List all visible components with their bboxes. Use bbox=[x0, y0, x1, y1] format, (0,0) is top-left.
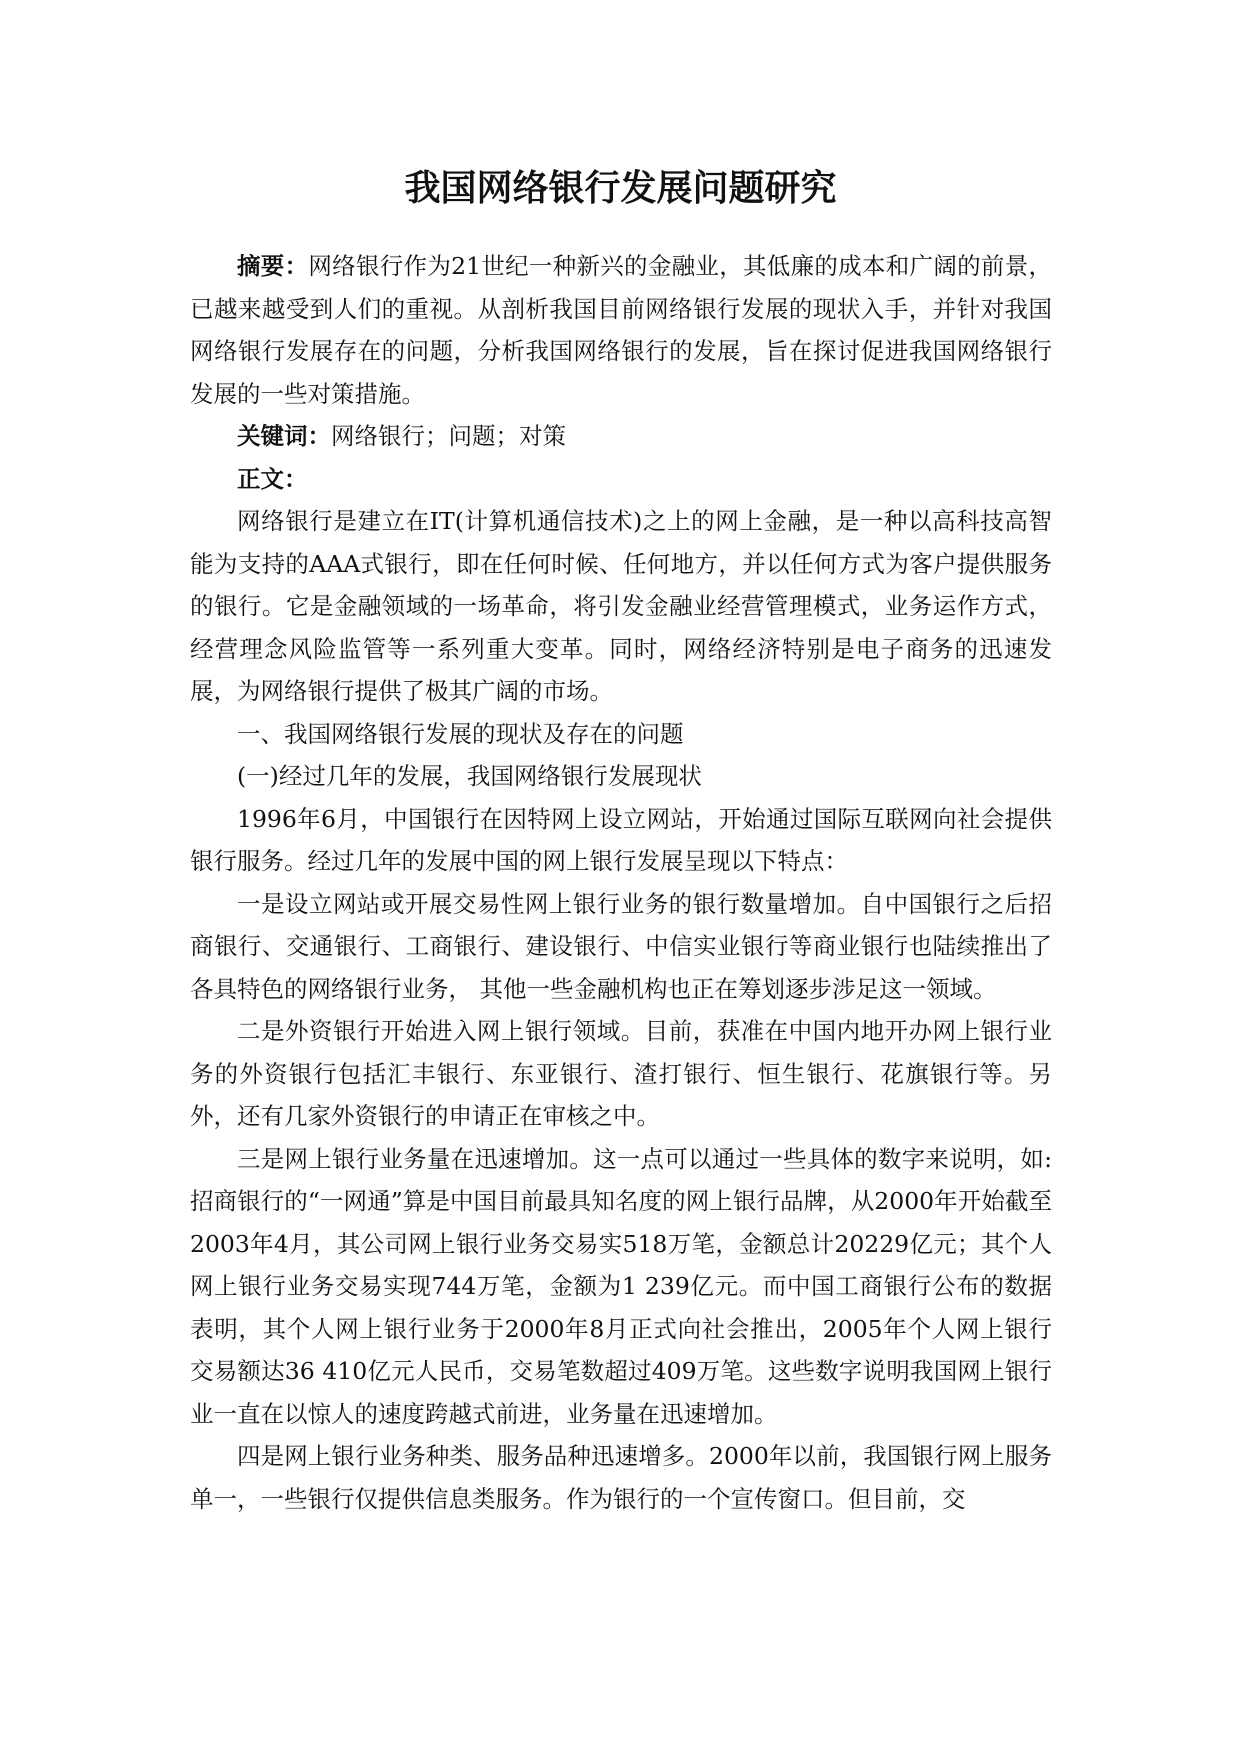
section-heading-1: 一、我国网络银行发展的现状及存在的问题 bbox=[237, 719, 684, 748]
body-paragraph-point-4: 四是网上银行业务种类、服务品种迅速增多。2000年以前，我国银行网上服务单一，一些银行仅提供信息类服务。作为银行的一个宣传窗口。但目前，交 bbox=[190, 1442, 1052, 1513]
body-paragraph-history: 1996年6月，中国银行在因特网上设立网站，开始通过国际互联网向社会提供银行服务。经过几年的发展中国的网上银行发展呈现以下特点： bbox=[190, 804, 1052, 875]
keywords-paragraph bbox=[190, 415, 1052, 458]
abstract-text: 网络银行作为21世纪一种新兴的金融业，其低廉的成本和广阔的前景，已越来越受到人们的重视。从剖析我国目前网络银行发展的现状入手，并针对我国网络银行发展存在的问题，分析我国网络银行的发展，旨在探讨促进我国网络银行发展的一些对策措施。 bbox=[190, 252, 1052, 408]
body-paragraph-point-1: 一是设立网站或开展交易性网上银行业务的银行数量增加。自中国银行之后招商银行、交通银行、工商银行、建设银行、中信实业银行等商业银行也陆续推出了各具特色的网络银行业务， 其他一些金融机构也正在筹划逐步涉足这一领域。 bbox=[190, 889, 1052, 1003]
keywords-text: 网络银行；问题；对策 bbox=[331, 422, 566, 450]
main-text-label: 正文： bbox=[237, 464, 308, 493]
abstract-label: 摘要： bbox=[237, 252, 309, 280]
abstract-paragraph bbox=[190, 245, 1052, 415]
document-body bbox=[190, 245, 1052, 1520]
subsection-heading-1: (一)经过几年的发展，我国网络银行发展现状 bbox=[237, 762, 702, 790]
body-paragraph-intro: 网络银行是建立在IT(计算机通信技术)之上的网上金融，是一种以高科技高智能为支持的AAA式银行，即在任何时候、任何地方，并以任何方式为客户提供服务的银行。它是金融领域的一场革命，将引发金融业经营管理模式，业务运作方式，经营理念风险监管等一系列重大变革。同时，网络经济特别是电子商务的迅速发展，为网络银行提供了极其广阔的市场。 bbox=[190, 507, 1052, 705]
body-paragraph-point-3: 三是网上银行业务量在迅速增加。这一点可以通过一些具体的数字来说明，如:招商银行的“一网通”算是中国目前最具知名度的网上银行品牌，从2000年开始截至2003年4月，其公司网上银行业务交易实518万笔，金额总计20229亿元；其个人网上银行业务交易实现744万笔，金额为1 239亿元。而中国工商银行公布的数据表明，其个人网上银行业务于2000年8月正式向社会推出，2005年个人网上银行交易额达36 410亿元人民币，交易笔数超过409万笔。这些数字说明我国网上银行业一直在以惊人的速度跨越式前进，业务量在迅速增加。 bbox=[190, 1144, 1052, 1428]
document-title: 我国网络银行发展问题研究 bbox=[404, 167, 837, 209]
keywords-label: 关键词： bbox=[237, 422, 331, 450]
body-paragraph-point-2: 二是外资银行开始进入网上银行领域。目前，获准在中国内地开办网上银行业务的外资银行包括汇丰银行、东亚银行、渣打银行、恒生银行、花旗银行等。另外，还有几家外资银行的申请正在审核之中。 bbox=[190, 1017, 1052, 1130]
